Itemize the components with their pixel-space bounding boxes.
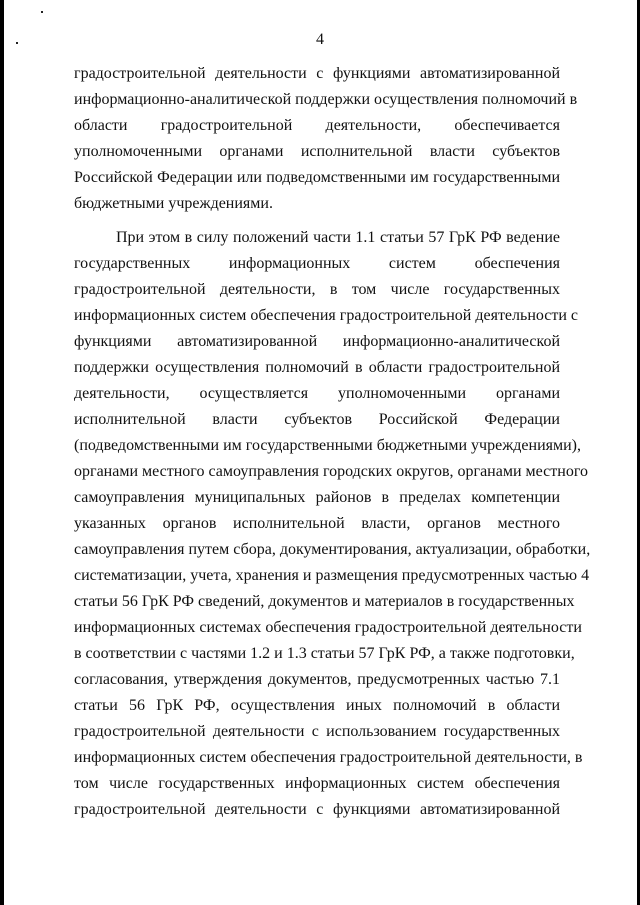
text-line: области градостроительной деятельности, обеспечивается <box>74 117 560 134</box>
text-line: согласования, утверждения документов, предусмотренных частью 7.1 <box>74 671 560 688</box>
text-line: статьи 56 ГрК РФ, осуществления иных полномочий в области <box>74 697 560 714</box>
document-body <box>74 61 591 823</box>
text-line: информационных системах обеспечения градостроительной деятельности <box>74 619 582 636</box>
text-line: исполнительной власти субъектов Российской Федерации <box>74 411 560 428</box>
paragraph-1 <box>74 61 578 217</box>
text-line: самоуправления муниципальных районов в пределах компетенции <box>74 489 560 506</box>
text-line: (подведомственными им государственными бюджетными учреждениями), <box>74 437 581 454</box>
text-line: градостроительной деятельности с использованием государственных <box>74 723 560 740</box>
text-line: систематизации, учета, хранения и размещения предусмотренных частью 4 <box>74 567 590 584</box>
text-line: градостроительной деятельности с функциями автоматизированной <box>74 65 560 82</box>
text-line: При этом в силу положений части 1.1 статьи 57 ГрК РФ ведение <box>116 229 560 246</box>
text-line: функциями автоматизированной информационно-аналитической <box>74 333 560 350</box>
text-line: Российской Федерации или подведомственными им государственными <box>74 169 560 186</box>
text-line: государственных информационных систем обеспечения <box>74 255 560 272</box>
text-line: бюджетными учреждениями. <box>74 195 273 212</box>
text-line: органами местного самоуправления городских округов, органами местного <box>74 463 588 480</box>
scan-border-left <box>0 0 4 905</box>
paragraph-gap <box>74 217 560 225</box>
text-line: указанных органов исполнительной власти, органов местного <box>74 515 560 532</box>
page-number: 4 <box>316 31 324 48</box>
text-line: деятельности, осуществляется уполномоченными органами <box>74 385 560 402</box>
text-line: информационно-аналитической поддержки осуществления полномочий в <box>74 91 578 108</box>
text-line: статьи 56 ГрК РФ сведений, документов и материалов в государственных <box>74 593 575 610</box>
text-line: градостроительной деятельности, в том числе государственных <box>74 281 560 298</box>
text-line: уполномоченными органами исполнительной власти субъектов <box>74 143 560 160</box>
text-line: информационных систем обеспечения градостроительной деятельности с <box>74 307 579 324</box>
text-line: информационных систем обеспечения градостроительной деятельности, в <box>74 749 583 766</box>
text-line: том числе государственных информационных систем обеспечения <box>74 775 560 792</box>
text-line: самоуправления путем сбора, документирования, актуализации, обработки, <box>74 541 591 558</box>
text-line: в соответствии с частями 1.2 и 1.3 статьи 57 ГрК РФ, а также подготовки, <box>74 645 575 662</box>
scan-speck <box>41 11 43 13</box>
paragraph-2 <box>74 225 591 823</box>
text-line: градостроительной деятельности с функциями автоматизированной <box>74 801 560 818</box>
text-line: поддержки осуществления полномочий в области градостроительной <box>74 359 560 376</box>
